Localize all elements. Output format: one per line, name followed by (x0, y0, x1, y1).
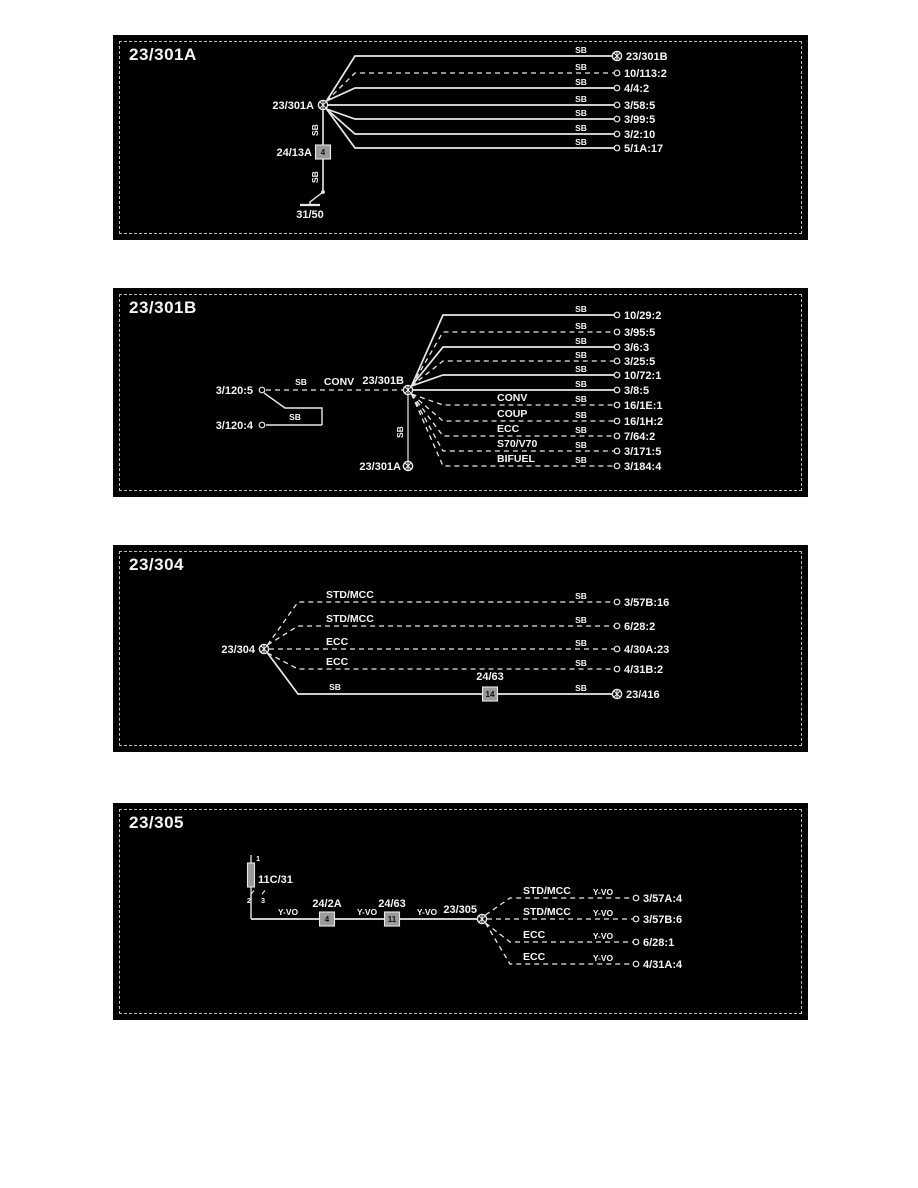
wire-color-label: SB (575, 379, 587, 389)
connector-pin-icon (614, 623, 620, 629)
connector-label: 24/2A (312, 898, 342, 910)
connector-pin-icon (614, 312, 620, 318)
target-terminal-label: 3/58:5 (624, 100, 656, 112)
wire-color-label: SB (575, 336, 587, 346)
connector-pin-icon (614, 387, 620, 393)
branch-variant-label: BIFUEL (497, 453, 535, 465)
branch-variant-label: ECC (326, 636, 349, 648)
wire-color-label: SB (575, 440, 587, 450)
wire-color-label: SB (575, 350, 587, 360)
fuse-label: 11C/31 (258, 874, 293, 886)
wire-color-label: SB (295, 377, 307, 387)
wire-color-label: Y-VO (416, 907, 438, 917)
wire-color-label: SB (575, 108, 587, 118)
target-terminal-label: 16/1H:2 (624, 416, 664, 428)
ground-label: 31/50 (296, 209, 324, 221)
target-terminal-label: 3/95:5 (624, 327, 656, 339)
connector-label: 24/13A (276, 147, 312, 159)
wire-line (268, 653, 613, 694)
wire-color-label: SB (575, 304, 587, 314)
connector-pin-icon (614, 463, 620, 469)
wire-color-label: SB (575, 394, 587, 404)
branch-variant-label: ECC (326, 656, 349, 668)
fuse-pin-label: 3 (260, 896, 266, 905)
wire-line (268, 653, 615, 669)
wiring-panel-23-301a (113, 35, 808, 240)
target-terminal-label: 3/6:3 (624, 342, 650, 354)
target-terminal-label: 5/1A:17 (624, 143, 664, 155)
connector-label: 24/63 (476, 671, 504, 683)
connector-pin-icon (633, 916, 639, 922)
connector-pin-icon (614, 418, 620, 424)
wire-color-label: SB (575, 321, 587, 331)
target-terminal-label: 6/28:1 (643, 937, 675, 949)
wire-line (327, 73, 615, 101)
wire-line (262, 891, 265, 895)
branch-variant-label: STD/MCC (523, 906, 571, 918)
panel-title: 23/301B (129, 298, 197, 317)
target-terminal-label: 3/120:5 (215, 385, 253, 397)
wire-line (268, 602, 615, 645)
connector-icon (320, 912, 335, 926)
node-label: 23/301A (272, 100, 314, 112)
connector-icon (316, 145, 331, 159)
branch-variant-label: CONV (497, 392, 528, 404)
target-terminal-label: 10/29:2 (624, 310, 662, 322)
node-label: 23/304 (221, 644, 255, 656)
ground-distribution-icon (259, 644, 268, 653)
wire-color-label: SB (575, 591, 587, 601)
connector-pin-icon (614, 131, 620, 137)
branch-variant-label: ECC (523, 929, 546, 941)
connector-icon (385, 912, 400, 926)
wire-color-label: Y-VO (356, 907, 378, 917)
panel-title: 23/304 (129, 555, 184, 574)
connector-pin-icon (614, 402, 620, 408)
wire-color-label: SB (575, 658, 587, 668)
connector-pin-icon (614, 145, 620, 151)
panel-title: 23/301A (129, 45, 197, 64)
fuse-icon (248, 863, 255, 887)
wire-color-label: Y-VO (277, 907, 299, 917)
wire-line (327, 88, 615, 101)
ground-distribution-icon (612, 689, 621, 698)
wiring-panel-23-304 (113, 545, 808, 752)
target-terminal-label: 7/64:2 (624, 431, 656, 443)
wire-color-label: Y-VO (592, 953, 614, 963)
wire-line (327, 109, 615, 134)
wire-color-label: SB (395, 426, 405, 438)
wire-color-label: SB (575, 137, 587, 147)
branch-variant-label: STD/MCC (326, 613, 374, 625)
target-terminal-label: 4/4:2 (624, 83, 650, 95)
connector-pin-icon (614, 372, 620, 378)
branch-variant-label: CONV (323, 376, 355, 388)
wiring-panel-23-301b (113, 288, 808, 497)
fuse-pin-label: 2 (246, 896, 252, 905)
connector-pin-icon (633, 961, 639, 967)
connector-pin-icon (614, 116, 620, 122)
target-terminal-label: 3/120:4 (215, 420, 253, 432)
wire-color-label: SB (575, 425, 587, 435)
target-terminal-label: 3/184:4 (624, 461, 662, 473)
connector-pin-icon (259, 422, 265, 428)
wire-color-label: SB (289, 412, 301, 422)
wire-color-label: SB (575, 455, 587, 465)
target-terminal-label: 16/1E:1 (624, 400, 663, 412)
target-terminal-label: 4/31A:4 (643, 959, 683, 971)
connector-pin-icon (614, 599, 620, 605)
target-terminal-label: 4/30A:23 (624, 644, 670, 656)
connector-pin-number: 4 (324, 915, 330, 925)
target-terminal-label: 10/113:2 (624, 68, 667, 80)
connector-pin-icon (614, 433, 620, 439)
wire-color-label: SB (575, 62, 587, 72)
node-label: 23/301B (362, 375, 404, 387)
branch-variant-label: COUP (497, 408, 528, 420)
wire-color-label: SB (575, 364, 587, 374)
branch-variant-label: STD/MCC (326, 589, 374, 601)
wire-color-label: SB (310, 124, 320, 136)
branch-variant-label: STD/MCC (523, 885, 571, 897)
wire-line (327, 109, 615, 119)
ground-distribution-icon (612, 51, 621, 60)
target-terminal-label: 23/301B (626, 51, 668, 63)
wire-line (310, 192, 323, 205)
wire-color-label: SB (575, 638, 587, 648)
wire-line (327, 109, 615, 148)
panel-title: 23/305 (129, 813, 184, 832)
target-terminal-label: 3/25:5 (624, 356, 656, 368)
wire-line (327, 56, 613, 101)
target-terminal-label: 4/31B:2 (624, 664, 664, 676)
target-terminal-label: 23/416 (626, 689, 660, 701)
node-label: 23/301A (359, 461, 401, 473)
ground-distribution-icon (477, 914, 486, 923)
connector-pin-icon (614, 448, 620, 454)
connector-pin-icon (614, 358, 620, 364)
connector-pin-icon (259, 387, 265, 393)
wire-color-label: SB (329, 682, 341, 692)
wire-color-label: SB (575, 94, 587, 104)
connector-pin-icon (614, 666, 620, 672)
connector-pin-number: 11 (387, 915, 397, 925)
target-terminal-label: 3/57B:6 (643, 914, 683, 926)
wire-line (268, 626, 615, 645)
connector-icon (483, 687, 498, 701)
connector-pin-icon (614, 70, 620, 76)
connector-pin-number: 14 (485, 690, 495, 700)
wire-color-label: SB (310, 171, 320, 183)
target-terminal-label: 3/2:10 (624, 129, 656, 141)
target-terminal-label: 3/171:5 (624, 446, 662, 458)
wire-color-label: SB (575, 410, 587, 420)
connector-pin-icon (614, 344, 620, 350)
wire-color-label: Y-VO (592, 908, 614, 918)
wire-color-label: SB (575, 683, 587, 693)
target-terminal-label: 6/28:2 (624, 621, 656, 633)
wire-color-label: Y-VO (592, 887, 614, 897)
wire-color-label: SB (575, 615, 587, 625)
connector-pin-icon (614, 85, 620, 91)
target-terminal-label: 3/57A:4 (643, 893, 683, 905)
fuse-pin-label: 1 (256, 854, 261, 863)
ground-distribution-icon (403, 461, 412, 470)
branch-variant-label: ECC (497, 423, 520, 435)
wire-color-label: SB (575, 123, 587, 133)
connector-pin-icon (633, 895, 639, 901)
ground-distribution-icon (318, 100, 327, 109)
branch-variant-label: S70/V70 (497, 438, 538, 450)
target-terminal-label: 3/57B:16 (624, 597, 670, 609)
branch-variant-label: ECC (523, 951, 546, 963)
connector-pin-icon (614, 329, 620, 335)
node-label: 23/305 (443, 904, 477, 916)
target-terminal-label: 3/99:5 (624, 114, 656, 126)
target-terminal-label: 3/8:5 (624, 385, 650, 397)
connector-pin-icon (614, 102, 620, 108)
wire-color-label: SB (575, 45, 587, 55)
connector-label: 24/63 (378, 898, 406, 910)
connector-pin-number: 4 (320, 148, 326, 158)
connector-pin-icon (633, 939, 639, 945)
connector-pin-icon (614, 646, 620, 652)
wiring-panel-23-305 (113, 803, 808, 1020)
wire-color-label: SB (575, 77, 587, 87)
target-terminal-label: 10/72:1 (624, 370, 662, 382)
wire-color-label: Y-VO (592, 931, 614, 941)
ground-distribution-icon (403, 385, 412, 394)
